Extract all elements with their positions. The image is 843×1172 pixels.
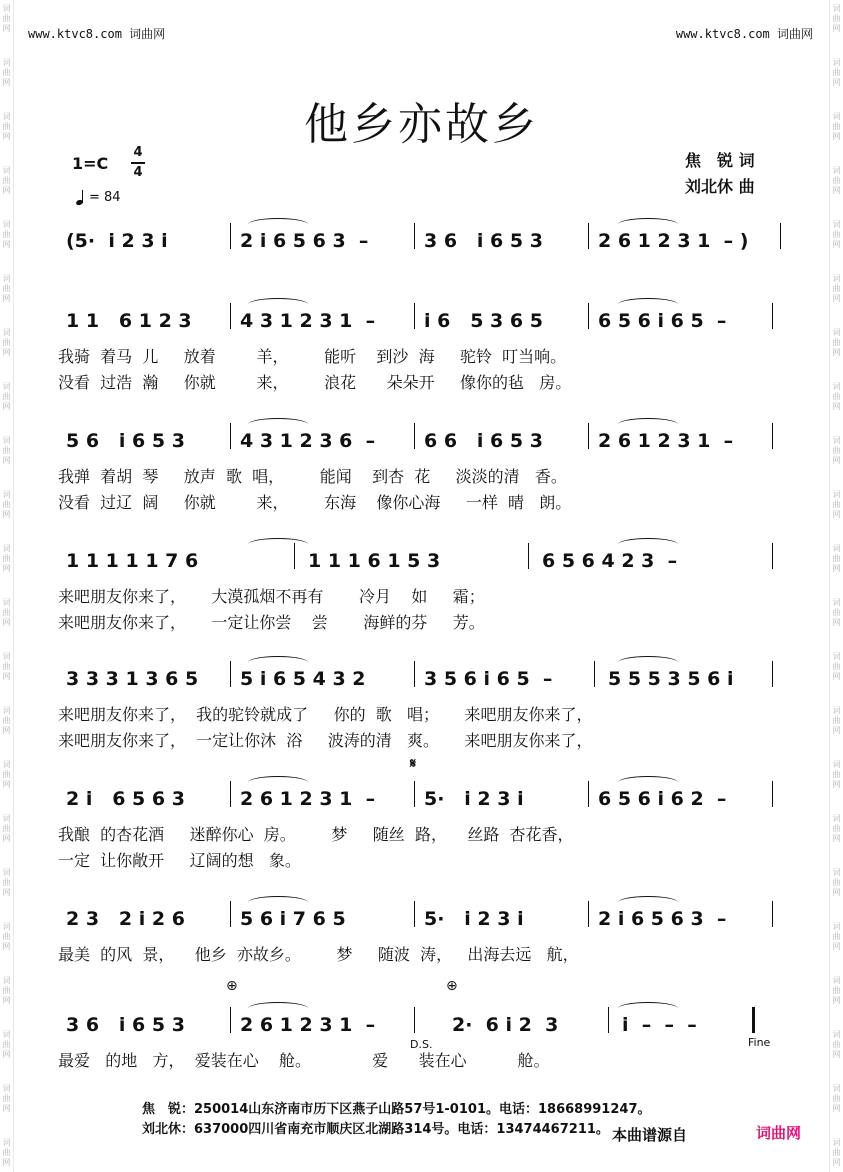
barline xyxy=(772,781,773,807)
watermark-text: 词 曲 网 xyxy=(2,1138,11,1167)
source-label: 本曲谱源自 xyxy=(612,1126,688,1144)
notation-row xyxy=(58,1002,788,1036)
slur xyxy=(618,776,678,789)
watermark-text: 词 曲 网 xyxy=(2,382,11,411)
watermark-text: 词 曲 网 xyxy=(2,1030,11,1059)
watermark-text: 词 曲 网 xyxy=(2,328,11,357)
barline xyxy=(414,303,415,329)
watermark-text: 词 曲 网 xyxy=(832,1030,841,1059)
measure: 5 5 5 3 5 6 i xyxy=(608,668,734,690)
fine-mark: Fine xyxy=(748,1036,771,1049)
lyric-line-2: 没看 过浩 瀚 你就 来， 浪花 朵朵开 像你的毡 房。 xyxy=(58,373,572,392)
watermark-text: 词 曲 网 xyxy=(832,598,841,627)
barline xyxy=(780,223,781,249)
watermark-text: 词 曲 网 xyxy=(832,760,841,789)
quarter-note-icon xyxy=(76,189,86,205)
time-signature-bar xyxy=(131,162,145,164)
slur xyxy=(618,538,678,551)
measure: 5· i 2 3 i xyxy=(424,908,524,930)
slur xyxy=(618,298,678,311)
time-signature-bottom: 4 xyxy=(133,164,143,180)
measure: 2 6 1 2 3 1 – xyxy=(598,430,734,452)
lyricist-credit: 焦 锐 词 xyxy=(685,151,755,170)
watermark-right-strip xyxy=(829,0,843,1172)
watermark-text: 词 曲 网 xyxy=(832,544,841,573)
composer-credit: 刘北休 曲 xyxy=(685,177,755,196)
slur xyxy=(618,418,678,431)
time-signature xyxy=(130,146,146,180)
lyric-line-2: 没看 过辽 阔 你就 来， 东海 像你心海 一样 晴 朗。 xyxy=(58,493,572,512)
watermark-text: 词 曲 网 xyxy=(2,652,11,681)
watermark-text: 词 曲 网 xyxy=(832,328,841,357)
barline xyxy=(772,901,773,927)
tempo-value: = 84 xyxy=(89,189,121,205)
slur xyxy=(618,218,678,231)
site-label-left[interactable]: www.ktvc8.com 词曲网 xyxy=(28,27,166,41)
measure: 5 6 i 7 6 5 xyxy=(240,908,346,930)
watermark-text: 词 曲 网 xyxy=(2,490,11,519)
coda-mark-1: ⊕ xyxy=(226,978,238,994)
measure: 5 6 i 6 5 3 xyxy=(66,430,185,452)
time-signature-top: 4 xyxy=(133,145,143,160)
watermark-text: 词 曲 网 xyxy=(2,544,11,573)
barline xyxy=(608,1007,609,1033)
watermark-text: 词 曲 网 xyxy=(2,436,11,465)
watermark-text: 词 曲 网 xyxy=(2,868,11,897)
watermark-text: 词 曲 网 xyxy=(832,868,841,897)
watermark-text: 词 曲 网 xyxy=(2,220,11,249)
watermark-left-strip xyxy=(0,0,14,1172)
barline xyxy=(230,661,231,687)
slur xyxy=(248,1002,308,1015)
barline xyxy=(772,661,773,687)
barline xyxy=(588,781,589,807)
lyric-line-1: 最爱 的地 方， 爱装在心 舱。 爱 装在心 舱。 xyxy=(58,1051,550,1070)
watermark-text: 词 曲 网 xyxy=(832,436,841,465)
segno-mark: 𝄋 xyxy=(410,756,417,772)
barline xyxy=(230,223,231,249)
lyric-line-1: 最美 的风 景， 他乡 亦故乡。 梦 随波 涛， 出海去远 航， xyxy=(58,945,579,964)
contact-composer: 刘北休：637000四川省南充市顺庆区北湖路314号。电话：13474467211。 xyxy=(142,1122,609,1137)
barline xyxy=(588,901,589,927)
measure: 3 6 i 6 5 3 xyxy=(424,230,543,252)
barline xyxy=(414,223,415,249)
lyric-line-1: 我酿 的杏花酒 迷醉你心 房。 梦 随丝 路， 丝路 杏花香， xyxy=(58,825,574,844)
measure: 3 5 6 i 6 5 – xyxy=(424,668,553,690)
slur xyxy=(618,656,678,669)
tempo-marking xyxy=(76,189,121,205)
lyric-line-2: 来吧朋友你来了， 一定让你尝 尝 海鲜的芬 芳。 xyxy=(58,613,485,632)
measure: 1 1 6 1 2 3 xyxy=(66,310,192,332)
measure: 4 3 1 2 3 1 – xyxy=(240,310,376,332)
brand-logo[interactable]: 词曲网 xyxy=(756,1124,802,1142)
barline xyxy=(588,223,589,249)
measure: 4 3 1 2 3 6 – xyxy=(240,430,376,452)
watermark-text: 词 曲 网 xyxy=(832,112,841,141)
site-label-right[interactable]: www.ktvc8.com 词曲网 xyxy=(675,27,813,41)
measure: 2 6 1 2 3 1 – ) xyxy=(598,230,749,252)
watermark-text: 词 曲 网 xyxy=(2,112,11,141)
watermark-text: 词 曲 网 xyxy=(832,382,841,411)
barline xyxy=(230,901,231,927)
watermark-text: 词 曲 网 xyxy=(832,166,841,195)
watermark-text: 词 曲 网 xyxy=(832,274,841,303)
watermark-text: 词 曲 网 xyxy=(2,706,11,735)
measure: 6 5 6 4 2 3 – xyxy=(542,550,678,572)
slur xyxy=(248,418,308,431)
watermark-text: 词 曲 网 xyxy=(832,814,841,843)
ds-mark: D.S. xyxy=(410,1038,433,1051)
lyric-line-1: 来吧朋友你来了， 大漠孤烟不再有 冷月 如 霜； xyxy=(58,587,485,606)
barline xyxy=(588,423,589,449)
watermark-text: 词 曲 网 xyxy=(832,652,841,681)
barline xyxy=(594,661,595,687)
watermark-text: 词 曲 网 xyxy=(2,760,11,789)
notation-row xyxy=(58,298,788,332)
barline xyxy=(230,303,231,329)
watermark-text: 词 曲 网 xyxy=(832,4,841,33)
watermark-text: 词 曲 网 xyxy=(832,1138,841,1167)
watermark-text: 词 曲 网 xyxy=(2,598,11,627)
watermark-text: 词 曲 网 xyxy=(832,706,841,735)
slur xyxy=(248,218,308,231)
lyric-line-2: 来吧朋友你来了， 一定让你沐 浴 波涛的清 爽。 来吧朋友你来了， xyxy=(58,731,593,750)
measure: 6 5 6 i 6 5 – xyxy=(598,310,727,332)
watermark-text: 词 曲 网 xyxy=(2,58,11,87)
notation-row xyxy=(58,656,788,690)
measure: 2· 6 i 2 3 xyxy=(452,1014,559,1036)
slur xyxy=(248,538,308,551)
measure: 2 i 6 5 6 3 – xyxy=(240,230,369,252)
notation-row xyxy=(58,418,788,452)
barline xyxy=(752,1007,755,1033)
measure: 5· i 2 3 i xyxy=(424,788,524,810)
watermark-text: 词 曲 网 xyxy=(832,220,841,249)
watermark-text: 词 曲 网 xyxy=(832,976,841,1005)
measure: 1 1 1 1 1 7 6 xyxy=(66,550,199,572)
song-title: 他乡亦故乡 xyxy=(304,99,539,150)
watermark-text: 词 曲 网 xyxy=(832,490,841,519)
barline xyxy=(230,1007,231,1033)
slur xyxy=(248,776,308,789)
notation-row xyxy=(58,538,788,572)
watermark-text: 词 曲 网 xyxy=(2,166,11,195)
barline xyxy=(772,303,773,329)
measure: 1 1 1 6 1 5 3 xyxy=(308,550,441,572)
watermark-text: 词 曲 网 xyxy=(2,976,11,1005)
measure: i – – – xyxy=(622,1014,697,1036)
measure: 5 i 6 5 4 3 2 xyxy=(240,668,366,690)
lyric-line-2: 一定 让你敞开 辽阔的想 象。 xyxy=(58,851,301,870)
measure: 2 i 6 5 6 3 – xyxy=(598,908,727,930)
watermark-text: 词 曲 网 xyxy=(2,4,11,33)
watermark-text: 词 曲 网 xyxy=(832,58,841,87)
barline xyxy=(414,781,415,807)
notation-row xyxy=(58,776,788,810)
slur xyxy=(618,1002,678,1015)
watermark-text: 词 曲 网 xyxy=(2,922,11,951)
contact-lyricist: 焦 锐：250014山东济南市历下区燕子山路57号1-0101。电话：18668991247。 xyxy=(142,1102,651,1117)
measure: 2 6 1 2 3 1 – xyxy=(240,788,376,810)
barline xyxy=(528,543,529,569)
measure: 6 6 i 6 5 3 xyxy=(424,430,543,452)
barline xyxy=(230,423,231,449)
notation-row xyxy=(58,218,788,252)
barline xyxy=(772,423,773,449)
lyric-line-1: 我骑 着马 儿 放着 羊， 能听 到沙 海 驼铃 叮当响。 xyxy=(58,347,567,366)
notation-row xyxy=(58,896,788,930)
key-signature: 1=C xyxy=(72,154,109,173)
lyric-line-1: 我弹 着胡 琴 放声 歌 唱， 能闻 到杏 花 淡淡的清 香。 xyxy=(58,467,567,486)
watermark-text: 词 曲 网 xyxy=(2,274,11,303)
barline xyxy=(772,543,773,569)
barline xyxy=(588,303,589,329)
watermark-text: 词 曲 网 xyxy=(832,1084,841,1113)
watermark-text: 词 曲 网 xyxy=(2,1084,11,1113)
measure: 2 6 1 2 3 1 – xyxy=(240,1014,376,1036)
barline xyxy=(414,423,415,449)
slur xyxy=(248,896,308,909)
barline xyxy=(414,901,415,927)
measure: 3 6 i 6 5 3 xyxy=(66,1014,185,1036)
slur xyxy=(248,298,308,311)
watermark-text: 词 曲 网 xyxy=(2,814,11,843)
measure: 2 3 2 i 2 6 xyxy=(66,908,185,930)
slur xyxy=(618,896,678,909)
coda-mark-2: ⊕ xyxy=(446,978,458,994)
lyric-line-1: 来吧朋友你来了， 我的驼铃就成了 你的 歌 唱； 来吧朋友你来了， xyxy=(58,705,593,724)
measure: 3 3 3 1 3 6 5 xyxy=(66,668,199,690)
barline xyxy=(230,781,231,807)
barline xyxy=(414,1007,415,1033)
measure: (5· i 2 3 i xyxy=(66,230,168,252)
contact-footer xyxy=(142,1100,651,1140)
watermark-text: 词 曲 网 xyxy=(832,922,841,951)
slur xyxy=(248,656,308,669)
barline xyxy=(414,661,415,687)
measure: i 6 5 3 6 5 xyxy=(424,310,543,332)
measure: 2 i 6 5 6 3 xyxy=(66,788,185,810)
measure: 6 5 6 i 6 2 – xyxy=(598,788,727,810)
